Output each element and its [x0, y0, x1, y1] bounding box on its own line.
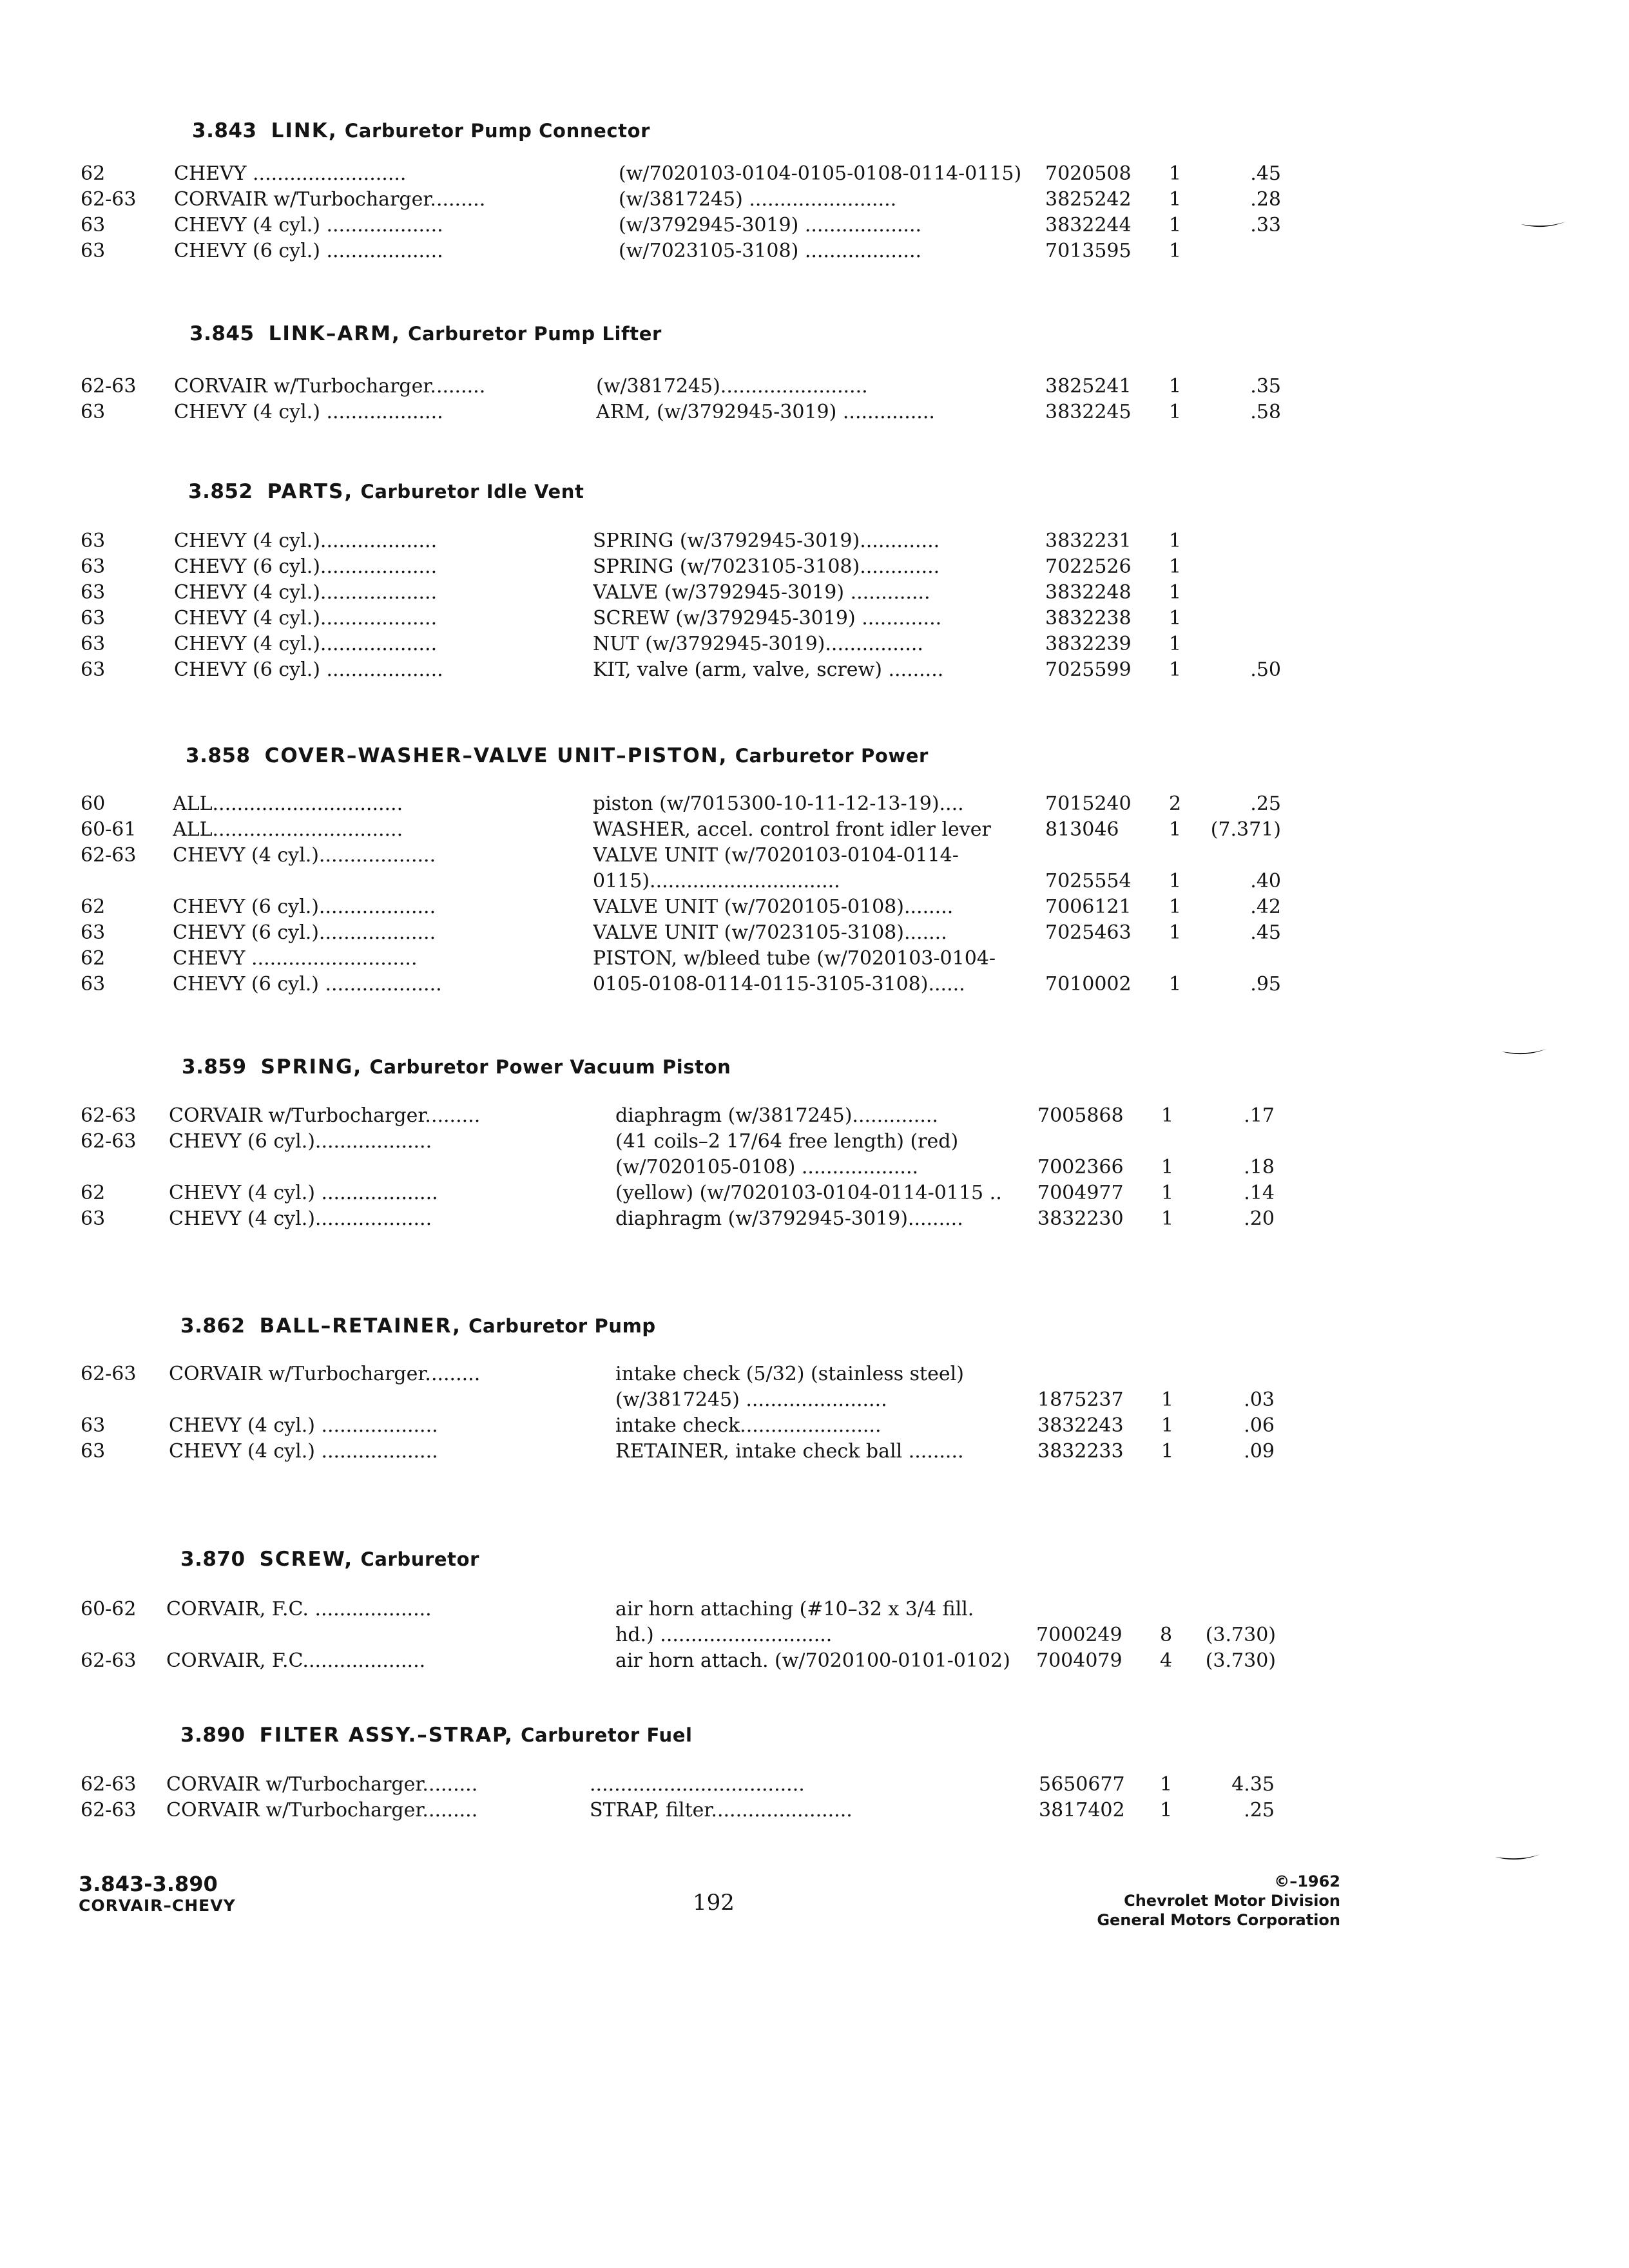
row-description: SCREW (w/3792945-3019) ............. — [593, 607, 942, 629]
row-price: .17 — [1244, 1104, 1275, 1127]
table-row — [0, 187, 1629, 213]
footer-range — [79, 1872, 236, 1915]
row-model: CHEVY (4 cyl.)................... — [174, 581, 438, 604]
table-row — [0, 817, 1629, 843]
row-part-number: 7013595 — [1045, 240, 1132, 262]
row-year: 62-63 — [81, 375, 137, 398]
table-row — [0, 1798, 1629, 1823]
row-price: .35 — [1250, 375, 1281, 398]
table-row — [0, 580, 1629, 606]
table-row — [0, 1103, 1629, 1129]
row-year: 62 — [81, 162, 106, 185]
row-quantity: 1 — [1169, 921, 1182, 944]
row-part-number: 7004977 — [1037, 1182, 1124, 1204]
row-part-number: 3825242 — [1045, 188, 1132, 211]
row-description: SPRING (w/7023105-3108)............. — [593, 555, 940, 578]
table-row — [0, 554, 1629, 580]
table-row — [0, 1180, 1629, 1206]
row-description: intake check....................... — [615, 1414, 882, 1437]
row-part-number: 3832231 — [1045, 530, 1132, 552]
section-title — [189, 322, 662, 345]
row-model: CORVAIR, F.C.................... — [166, 1649, 426, 1672]
row-part-number: 7005868 — [1037, 1104, 1124, 1127]
row-quantity: 1 — [1161, 1207, 1174, 1230]
row-part-number: 3825241 — [1045, 375, 1132, 398]
footer-division: Chevrolet Motor Division — [1124, 1892, 1340, 1910]
row-price: .20 — [1244, 1207, 1275, 1230]
section-subtitle: Carburetor Idle Vent — [360, 481, 584, 503]
row-description: KIT, valve (arm, valve, screw) ......... — [593, 658, 944, 681]
row-part-number: 3832248 — [1045, 581, 1132, 604]
table-row — [0, 238, 1629, 264]
row-model: CHEVY (6 cyl.) ................... — [173, 973, 442, 995]
row-price: (3.730) — [1205, 1624, 1276, 1646]
row-year: 63 — [81, 1440, 106, 1463]
row-description: air horn attaching (#10–32 x 3/4 fill. — [615, 1598, 974, 1620]
section-title — [186, 744, 929, 767]
row-quantity: 1 — [1169, 581, 1182, 604]
row-description: diaphragm (w/3817245).............. — [615, 1104, 938, 1127]
row-model: CHEVY (4 cyl.)................... — [169, 1207, 432, 1230]
row-model: CHEVY (4 cyl.) ................... — [174, 401, 443, 423]
row-year: 60-62 — [81, 1598, 137, 1620]
row-quantity: 8 — [1160, 1624, 1173, 1646]
row-part-number: 7002366 — [1037, 1156, 1124, 1178]
row-year: 62-63 — [81, 1649, 137, 1672]
row-description: air horn attach. (w/7020100-0101-0102) — [615, 1649, 1010, 1672]
row-part-number: 7025599 — [1045, 658, 1132, 681]
row-price: .40 — [1250, 870, 1281, 892]
row-quantity: 1 — [1161, 1440, 1174, 1463]
row-price: .95 — [1250, 973, 1281, 995]
section-number: 3.890 — [180, 1724, 246, 1747]
row-price: .25 — [1250, 793, 1281, 815]
row-description: intake check (5/32) (stainless steel) — [615, 1363, 964, 1385]
row-model: CHEVY (4 cyl.)................... — [174, 633, 438, 655]
row-description: (w/3817245) ....................... — [615, 1389, 887, 1411]
row-year: 62-63 — [81, 188, 137, 211]
row-part-number: 7025463 — [1045, 921, 1132, 944]
row-part-number: 3832243 — [1037, 1414, 1124, 1437]
row-price: .58 — [1250, 401, 1281, 423]
row-part-number: 3832245 — [1045, 401, 1132, 423]
section-name: COVER–WASHER–VALVE UNIT–PISTON, — [264, 744, 728, 767]
row-year: 63 — [81, 401, 106, 423]
row-quantity: 1 — [1161, 1104, 1174, 1127]
row-part-number: 813046 — [1045, 818, 1119, 841]
row-model: CHEVY ......................... — [174, 162, 407, 185]
row-description: (w/3792945-3019) ................... — [619, 214, 922, 236]
row-quantity: 1 — [1161, 1156, 1174, 1178]
row-description: PISTON, w/bleed tube (w/7020103-0104- — [593, 947, 996, 970]
row-price: (3.730) — [1205, 1649, 1276, 1672]
row-part-number: 7022526 — [1045, 555, 1132, 578]
row-part-number: 1875237 — [1037, 1389, 1124, 1411]
row-year: 63 — [81, 214, 106, 236]
section-subtitle: Carburetor — [360, 1548, 480, 1570]
table-row — [0, 1155, 1629, 1180]
row-description: diaphragm (w/3792945-3019)......... — [615, 1207, 963, 1230]
section-name: LINK–ARM, — [268, 322, 401, 345]
row-year: 62-63 — [81, 844, 137, 867]
table-row — [0, 972, 1629, 997]
row-quantity: 1 — [1169, 555, 1182, 578]
footer-vehicle-line: CORVAIR–CHEVY — [79, 1896, 236, 1915]
row-quantity: 1 — [1161, 1414, 1174, 1437]
table-row — [0, 1622, 1629, 1648]
row-model: CORVAIR w/Turbocharger......... — [174, 375, 486, 398]
row-year: 63 — [81, 555, 106, 578]
row-description: piston (w/7015300-10-11-12-13-19).... — [593, 793, 964, 815]
row-price: .28 — [1250, 188, 1281, 211]
row-quantity: 1 — [1161, 1389, 1174, 1411]
row-part-number: 5650677 — [1039, 1773, 1125, 1796]
row-model: CORVAIR w/Turbocharger......... — [169, 1104, 481, 1127]
row-year: 62 — [81, 947, 106, 970]
row-part-number: 3832233 — [1037, 1440, 1124, 1463]
table-row — [0, 374, 1629, 399]
row-description: (w/7023105-3108) ................... — [619, 240, 922, 262]
row-year: 62-63 — [81, 1130, 137, 1153]
row-model: CHEVY (6 cyl.)................... — [169, 1130, 432, 1153]
row-quantity: 1 — [1169, 633, 1182, 655]
row-year: 63 — [81, 1414, 106, 1437]
row-price: (7.371) — [1210, 818, 1281, 841]
row-year: 62-63 — [81, 1773, 137, 1796]
section-name: BALL–RETAINER, — [259, 1314, 461, 1338]
row-model: CORVAIR w/Turbocharger......... — [166, 1773, 478, 1796]
row-model: CORVAIR w/Turbocharger......... — [169, 1363, 481, 1385]
section-name: FILTER ASSY.–STRAP, — [259, 1724, 514, 1747]
row-model: ALL............................... — [173, 818, 403, 841]
row-part-number: 3832244 — [1045, 214, 1132, 236]
table-row — [0, 791, 1629, 817]
row-model: CHEVY (6 cyl.)................... — [173, 921, 436, 944]
table-row — [0, 946, 1629, 972]
row-price: .25 — [1244, 1799, 1275, 1821]
table-row — [0, 1597, 1629, 1622]
row-description: NUT (w/3792945-3019)................ — [593, 633, 923, 655]
table-row — [0, 606, 1629, 631]
footer-copyright: ©–1962 — [1274, 1872, 1340, 1890]
table-row — [0, 213, 1629, 238]
row-year: 62-63 — [81, 1799, 137, 1821]
row-description: hd.) ............................ — [615, 1624, 833, 1646]
section-name: SPRING, — [260, 1055, 363, 1079]
section-number: 3.859 — [182, 1055, 247, 1079]
row-description: (w/3817245)........................ — [596, 375, 868, 398]
row-description: (41 coils–2 17/64 free length) (red) — [615, 1130, 959, 1153]
table-row — [0, 1648, 1629, 1674]
footer-publisher — [1070, 1872, 1340, 1930]
row-quantity: 1 — [1160, 1773, 1173, 1796]
section-number: 3.845 — [189, 322, 255, 345]
row-year: 63 — [81, 658, 106, 681]
row-description: SPRING (w/3792945-3019)............. — [593, 530, 940, 552]
table-row — [0, 631, 1629, 657]
row-quantity: 1 — [1169, 240, 1182, 262]
row-year: 62 — [81, 896, 106, 918]
row-model: CHEVY (6 cyl.) ................... — [174, 240, 443, 262]
row-part-number: 3832238 — [1045, 607, 1132, 629]
row-quantity: 1 — [1160, 1799, 1173, 1821]
row-model: CHEVY (4 cyl.) ................... — [169, 1414, 438, 1437]
row-quantity: 1 — [1169, 162, 1182, 185]
row-price: .03 — [1244, 1389, 1275, 1411]
row-quantity: 1 — [1169, 375, 1182, 398]
row-description: VALVE UNIT (w/7023105-3108)....... — [593, 921, 947, 944]
row-year: 63 — [81, 240, 106, 262]
table-row — [0, 1129, 1629, 1155]
row-description: 0105-0108-0114-0115-3105-3108)...... — [593, 973, 965, 995]
row-quantity: 1 — [1169, 818, 1182, 841]
row-part-number: 3817402 — [1039, 1799, 1125, 1821]
row-year: 62 — [81, 1182, 106, 1204]
row-description: VALVE UNIT (w/7020103-0104-0114- — [593, 844, 959, 867]
scan-mark-2 — [1501, 1049, 1547, 1058]
row-year: 63 — [81, 633, 106, 655]
row-year: 60-61 — [81, 818, 137, 841]
section-title — [180, 1548, 479, 1571]
row-model: CHEVY (4 cyl.)................... — [173, 844, 436, 867]
row-model: CHEVY (4 cyl.)................... — [174, 607, 438, 629]
footer-corporation: General Motors Corporation — [1097, 1911, 1340, 1929]
table-row — [0, 528, 1629, 554]
table-row — [0, 869, 1629, 894]
section-name: LINK, — [271, 119, 338, 142]
row-price: .06 — [1244, 1414, 1275, 1437]
row-model: ALL............................... — [173, 793, 403, 815]
row-description: RETAINER, intake check ball ......... — [615, 1440, 964, 1463]
table-row — [0, 1439, 1629, 1465]
row-price: .45 — [1250, 162, 1281, 185]
row-description: (w/7020105-0108) ................... — [615, 1156, 919, 1178]
row-year: 63 — [81, 921, 106, 944]
row-price: .33 — [1250, 214, 1281, 236]
row-quantity: 1 — [1169, 973, 1182, 995]
row-part-number: 7004079 — [1036, 1649, 1123, 1672]
row-model: CORVAIR w/Turbocharger......... — [174, 188, 486, 211]
section-title — [188, 480, 584, 503]
section-subtitle: Carburetor Power Vacuum Piston — [369, 1056, 731, 1078]
row-model: CHEVY (4 cyl.) ................... — [169, 1182, 438, 1204]
row-description: ARM, (w/3792945-3019) ............... — [596, 401, 935, 423]
row-description: (w/7020103-0104-0105-0108-0114-0115) — [619, 162, 1022, 185]
row-model: CORVAIR, F.C. ................... — [166, 1598, 432, 1620]
row-quantity: 1 — [1169, 658, 1182, 681]
section-title — [180, 1724, 693, 1747]
row-model: CORVAIR w/Turbocharger......... — [166, 1799, 478, 1821]
row-price: .18 — [1244, 1156, 1275, 1178]
section-subtitle: Carburetor Fuel — [521, 1724, 693, 1746]
row-price: .45 — [1250, 921, 1281, 944]
row-year: 63 — [81, 530, 106, 552]
row-quantity: 1 — [1169, 607, 1182, 629]
row-description: (w/3817245) ........................ — [619, 188, 897, 211]
section-number: 3.858 — [186, 744, 251, 767]
table-row — [0, 657, 1629, 683]
table-row — [0, 161, 1629, 187]
row-price: .50 — [1250, 658, 1281, 681]
row-description: STRAP, filter....................... — [590, 1799, 853, 1821]
footer-range-code: 3.843-3.890 — [79, 1872, 218, 1896]
row-description: VALVE UNIT (w/7020105-0108)........ — [593, 896, 954, 918]
row-model: CHEVY (6 cyl.)................... — [174, 555, 438, 578]
row-quantity: 1 — [1169, 188, 1182, 211]
section-number: 3.862 — [180, 1314, 246, 1338]
row-part-number: 3832230 — [1037, 1207, 1124, 1230]
row-description: VALVE (w/3792945-3019) ............. — [593, 581, 930, 604]
row-model: CHEVY ........................... — [173, 947, 418, 970]
row-quantity: 1 — [1169, 530, 1182, 552]
row-model: CHEVY (6 cyl.) ................... — [174, 658, 443, 681]
section-subtitle: Carburetor Pump Connector — [344, 120, 651, 142]
scan-mark-1 — [1521, 222, 1566, 231]
scan-mark-3 — [1495, 1854, 1540, 1863]
section-subtitle: Carburetor Power — [735, 745, 929, 767]
section-number: 3.852 — [188, 480, 253, 503]
row-part-number: 3832239 — [1045, 633, 1132, 655]
table-row — [0, 843, 1629, 869]
table-row — [0, 1206, 1629, 1232]
row-quantity: 1 — [1169, 401, 1182, 423]
table-row — [0, 1413, 1629, 1439]
table-row — [0, 1361, 1629, 1387]
section-title — [180, 1314, 656, 1338]
row-model: CHEVY (4 cyl.) ................... — [174, 214, 443, 236]
table-row — [0, 1772, 1629, 1798]
row-part-number: 7010002 — [1045, 973, 1132, 995]
section-subtitle: Carburetor Pump — [468, 1315, 656, 1337]
row-price: 4.35 — [1231, 1773, 1275, 1796]
section-subtitle: Carburetor Pump Lifter — [408, 323, 662, 345]
row-model: CHEVY (4 cyl.) ................... — [169, 1440, 438, 1463]
row-part-number: 7006121 — [1045, 896, 1132, 918]
table-row — [0, 1387, 1629, 1413]
row-quantity: 1 — [1169, 214, 1182, 236]
row-year: 63 — [81, 581, 106, 604]
row-year: 63 — [81, 973, 106, 995]
row-model: CHEVY (6 cyl.)................... — [173, 896, 436, 918]
page-number: 192 — [693, 1890, 735, 1916]
row-price: .09 — [1244, 1440, 1275, 1463]
row-quantity: 1 — [1161, 1182, 1174, 1204]
table-row — [0, 894, 1629, 920]
row-year: 62-63 — [81, 1363, 137, 1385]
row-model: CHEVY (4 cyl.)................... — [174, 530, 438, 552]
section-title — [192, 119, 650, 142]
row-description: (yellow) (w/7020103-0104-0114-0115 .. — [615, 1182, 1002, 1204]
row-description: 0115)............................... — [593, 870, 840, 892]
section-number: 3.843 — [192, 119, 257, 142]
section-title — [182, 1055, 731, 1079]
row-description: ................................... — [590, 1773, 805, 1796]
row-description: WASHER, accel. control front idler lever — [593, 818, 991, 841]
row-price: .14 — [1244, 1182, 1275, 1204]
row-quantity: 4 — [1160, 1649, 1173, 1672]
table-row — [0, 920, 1629, 946]
row-quantity: 1 — [1169, 896, 1182, 918]
row-price: .42 — [1250, 896, 1281, 918]
section-name: PARTS, — [267, 480, 354, 503]
row-quantity: 2 — [1169, 793, 1182, 815]
row-year: 63 — [81, 607, 106, 629]
table-row — [0, 399, 1629, 425]
row-quantity: 1 — [1169, 870, 1182, 892]
row-part-number: 7020508 — [1045, 162, 1132, 185]
row-year: 63 — [81, 1207, 106, 1230]
section-number: 3.870 — [180, 1548, 246, 1571]
row-part-number: 7015240 — [1045, 793, 1132, 815]
row-year: 60 — [81, 793, 106, 815]
row-part-number: 7000249 — [1036, 1624, 1123, 1646]
section-name: SCREW, — [259, 1548, 354, 1571]
row-year: 62-63 — [81, 1104, 137, 1127]
row-part-number: 7025554 — [1045, 870, 1132, 892]
